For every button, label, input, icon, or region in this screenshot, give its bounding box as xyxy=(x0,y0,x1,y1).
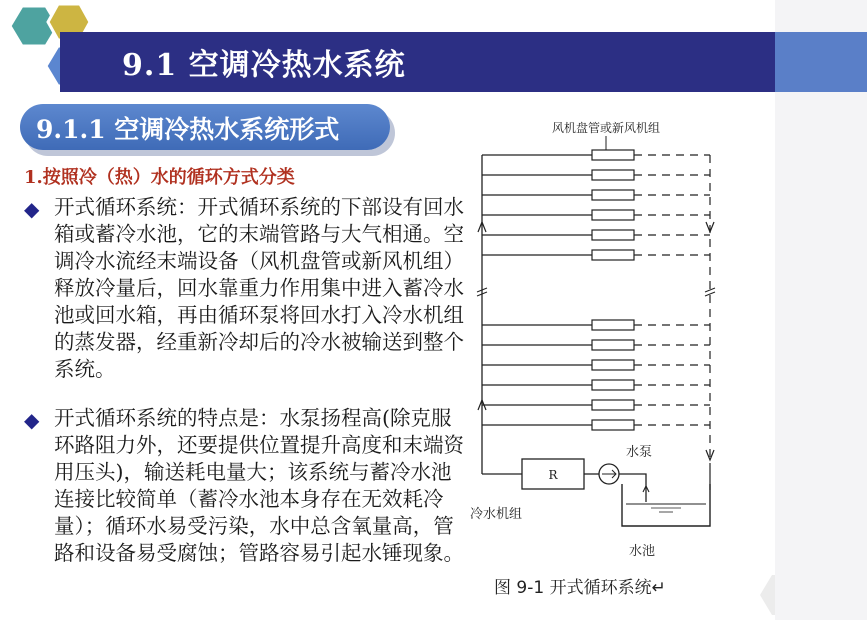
fan-coil-unit xyxy=(592,170,634,180)
pump-label: 水泵 xyxy=(626,445,653,460)
fan-coil-unit xyxy=(592,230,634,240)
subtitle-pill xyxy=(20,104,390,150)
diamond-bullet-icon: ◆ xyxy=(24,197,40,221)
diamond-bullet-icon: ◆ xyxy=(24,408,40,432)
fan-coil-unit xyxy=(592,210,634,220)
chiller-label: 冷水机组 xyxy=(470,507,523,522)
bullet-text: 开式循环系统的特点是：水泵扬程高(除克服环路阻力外，还要提供位置提升高度和末端资用压头)，输送耗电量大；该系统与蓄冷水池连接比较简单（蓄冷水池本身存在无效耗冷量）；循环水易受污染，水中总含氧量高，管路和设备易受腐蚀；管路容易引起水锤现象。 xyxy=(54,406,464,565)
fan-coil-unit xyxy=(592,190,634,200)
chiller-symbol: R xyxy=(548,468,558,482)
bullet-item xyxy=(24,194,462,404)
right-accent-bar xyxy=(775,32,867,92)
water-tank xyxy=(622,484,710,526)
fan-coil-unit xyxy=(592,340,634,350)
fan-coil-unit xyxy=(592,360,634,370)
title-bar xyxy=(60,32,775,92)
fan-coil-unit xyxy=(592,380,634,390)
decorative-hexagons xyxy=(740,525,775,620)
open-loop-diagram xyxy=(466,110,766,605)
suction-pipe xyxy=(619,474,646,502)
fan-coil-unit xyxy=(592,320,634,330)
section-heading: 1.按照冷（热）水的循环方式分类 xyxy=(24,167,295,188)
fan-coil-unit xyxy=(592,250,634,260)
fan-coil-unit xyxy=(592,150,634,160)
bullet-text: 开式循环系统：开式循环系统的下部设有回水箱或蓄冷水池，它的末端管路与大气相通。空调冷水流经末端设备（风机盘管或新风机组）释放冷量后，回水靠重力作用集中进入蓄冷水池或回水箱，再由循环泵将回水打入冷水机组的蒸发器，经重新冷却后的冷水被输送到整个系统。 xyxy=(54,195,464,381)
tank-label: 水池 xyxy=(629,544,656,559)
fan-coil-unit xyxy=(592,400,634,410)
bullet-item xyxy=(24,405,462,615)
right-margin-strip xyxy=(775,0,867,620)
slide-title: 9.1 空调冷热水系统 xyxy=(122,48,406,83)
figure-caption: 图 9-1 开式循环系统↵ xyxy=(494,578,666,598)
subtitle-text: 9.1.1 空调冷热水系统形式 xyxy=(36,115,340,144)
fan-coil-units xyxy=(477,150,715,526)
fan-coil-unit xyxy=(592,420,634,430)
units-label: 风机盘管或新风机组 xyxy=(551,121,661,135)
